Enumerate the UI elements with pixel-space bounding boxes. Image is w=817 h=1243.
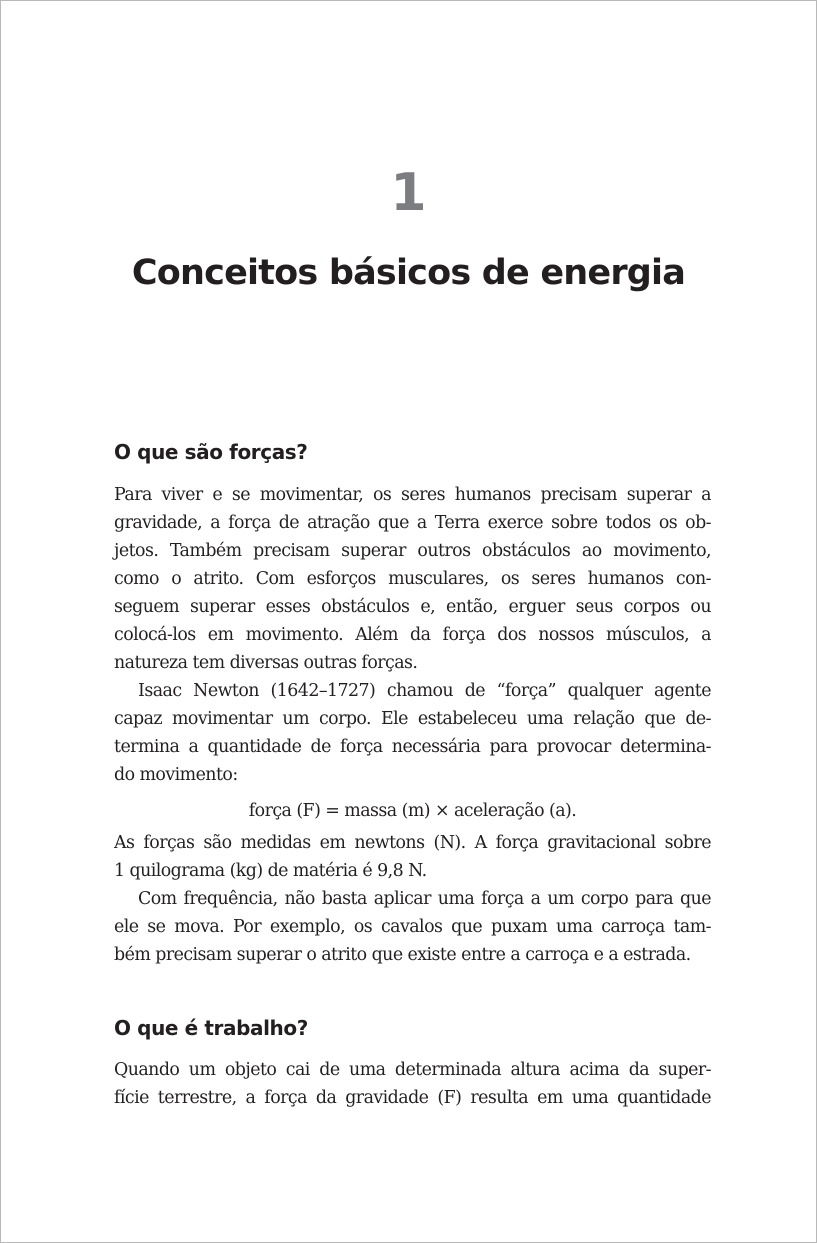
paragraph-line: Quando um objeto cai de uma determinada altura acima da super- xyxy=(114,1060,711,1080)
force-formula: força (F) = massa (m) × aceleração (a). xyxy=(248,801,577,821)
paragraph-line: bém precisam superar o atrito que existe entre a carroça e a estrada. xyxy=(114,945,691,965)
paragraph-line: Com frequência, não basta aplicar uma força a um corpo para que xyxy=(138,889,711,909)
paragraph-line: natureza tem diversas outras forças. xyxy=(114,653,418,673)
paragraph-line: seguem superar esses obstáculos e, então, erguer seus corpos ou xyxy=(114,597,711,617)
chapter-number: 1 xyxy=(390,163,427,223)
section-body-work xyxy=(114,1056,711,1112)
section-body-forces xyxy=(114,481,711,969)
paragraph-line: Para viver e se movimentar, os seres humanos precisam superar a xyxy=(114,485,711,505)
paragraph-line: 1 quilograma (kg) de matéria é 9,8 N. xyxy=(114,861,427,881)
section-heading-forces: O que são forças? xyxy=(114,440,308,464)
paragraph-line: colocá-los em movimento. Além da força dos nossos músculos, a xyxy=(114,625,711,645)
paragraph-line: termina a quantidade de força necessária para provocar determina- xyxy=(114,737,711,757)
paragraph-line: como o atrito. Com esforços musculares, os seres humanos con- xyxy=(114,569,711,589)
paragraph-line: Isaac Newton (1642–1727) chamou de “força” qualquer agente xyxy=(138,681,711,701)
section-heading-work: O que é trabalho? xyxy=(114,1016,308,1040)
paragraph-line: As forças são medidas em newtons (N). A força gravitacional sobre xyxy=(114,833,711,853)
paragraph-line: ele se mova. Por exemplo, os cavalos que puxam uma carroça tam- xyxy=(114,917,711,937)
paragraph-line: jetos. Também precisam superar outros obstáculos ao movimento, xyxy=(114,541,711,561)
paragraph-line: gravidade, a força de atração que a Terra exerce sobre todos os ob- xyxy=(114,513,711,533)
paragraph-line: fície terrestre, a força da gravidade (F) resulta em uma quantidade xyxy=(114,1088,711,1108)
chapter-title: Conceitos básicos de energia xyxy=(131,253,686,293)
paragraph-line: capaz movimentar um corpo. Ele estabeleceu uma relação que de- xyxy=(114,709,711,729)
paragraph-line: do movimento: xyxy=(114,765,238,785)
